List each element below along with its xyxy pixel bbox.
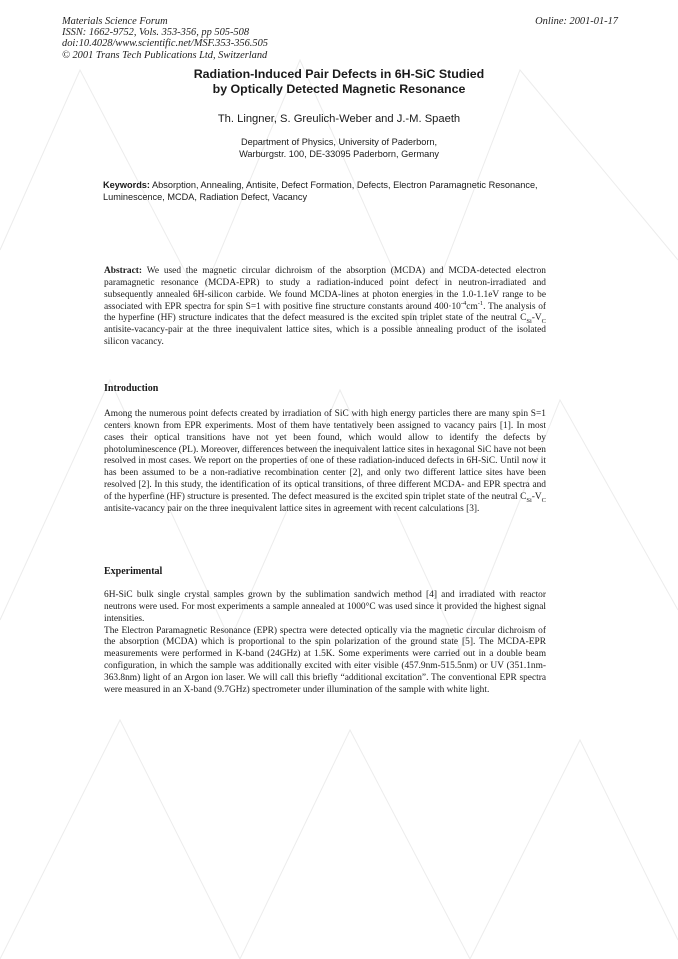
doi-line: doi:10.4028/www.scientific.net/MSF.353-356.505: [62, 38, 268, 50]
abstract-text: antisite-vacancy-pair at the three inequivalent lattice sites, which is a possible annealing product of the isolated silicon vacancy.: [104, 325, 546, 348]
affiliation: [90, 137, 588, 160]
abstract-text: -V: [531, 313, 542, 324]
introduction-body: [104, 409, 546, 516]
abstract-text: cm: [466, 301, 478, 312]
paper-title: [90, 67, 588, 97]
abstract-text: . The analysis of the hyperfine (HF) structure indicates that the defect measured is the excited spin triplet state of the neutral C: [104, 301, 547, 324]
online-date: Online: 2001-01-17: [535, 16, 618, 27]
subscript: C: [541, 496, 546, 504]
experimental-paragraph: The Electron Paramagnetic Resonance (EPR) spectra were detected optically via the magnetic circular dichroism of the absorption (MCDA) which is proportional to the spin polarization of the ground state [5]. The MCDA-EPR measurements were performed in K-band (24GHz) at 1.5K. Some experiments were carried out in a double beam configuration, in which the sample was additionally excited with eiter visible (457.9nm-515.5nm) or UV (351.1nm-363.8nm) light of an Argon ion laser. We will call this briefly “additional excitation”. The conventional EPR spectra were measured in an X-band (9.7GHz) spectrometer under illumination of the sample with white light.: [104, 625, 546, 695]
subscript: Si: [526, 496, 532, 504]
title-line: by Optically Detected Magnetic Resonance: [212, 82, 466, 96]
subscript: C: [541, 318, 546, 326]
experimental-paragraph: 6H-SiC bulk single crystal samples grown by the sublimation sandwich method [4] and irradiated with reactor neutrons were used. For most experiments a sample annealed at 1000°C was used since it provided the highest signal intensities.: [104, 590, 546, 624]
keywords-label: Keywords:: [103, 180, 150, 190]
abstract-text: We used the magnetic circular dichroism of the absorption (MCDA) and MCDA-detected electron paramagnetic resonance (MCDA-EPR) to study a radiation-induced point defect in neutron-irradiated and subsequently annealed 6H-silicon carbide. We found MCDA-lines at photon energies in the 1.0-1.1eV range to be associated with EPR spectra for spin S=1 with positive fine structure constants around 400·10: [104, 266, 546, 312]
introduction-heading: Introduction: [104, 383, 159, 394]
abstract: [104, 266, 546, 349]
introduction-text: antisite-vacancy pair on the three inequivalent lattice sites in agreement with recent calculations [3].: [104, 503, 480, 514]
keywords: [103, 180, 543, 203]
authors: Th. Lingner, S. Greulich-Weber and J.-M. Spaeth: [217, 113, 461, 125]
issn-line: ISSN: 1662-9752, Vols. 353-356, pp 505-508: [62, 27, 250, 39]
subscript: Si: [526, 318, 532, 326]
affiliation-line: Warburgstr. 100, DE-33095 Paderborn, Germany: [239, 148, 439, 159]
superscript: -1: [477, 299, 484, 307]
copyright-line: © 2001 Trans Tech Publications Ltd, Switzerland: [62, 49, 268, 61]
journal-header: [62, 16, 268, 61]
keywords-text: Absorption, Annealing, Antisite, Defect Formation, Defects, Electron Paramagnetic Resonance, Luminescence, MCDA, Radiation Defect, Vacancy: [103, 180, 538, 202]
introduction-text: -V: [531, 491, 542, 502]
title-line: Radiation-Induced Pair Defects in 6H-SiC Studied: [193, 67, 485, 81]
journal-name: Materials Science Forum: [62, 16, 168, 27]
affiliation-line: Department of Physics, University of Paderborn,: [240, 137, 438, 147]
introduction-text: Among the numerous point defects created by irradiation of SiC with high energy particles there are many spin S=1 centers known from EPR experiments. Most of them have tentatively been assigned to vacancy pairs [1]. In most cases their optical transitions have not yet been found, which would allow to identify the defects by photoluminescence (PL). Moreover, differences between the inequivalent lattice sites in hexagonal SiC have not been resolved in most cases. We report on the properties of one of these radiation-induced defects in 6H-SiC. Until now it has been assumed to be a non-radiative recombination center [2], and only two different lattice sites have been resolved [2]. In this study, the identification of its optical transitions, of three different MCDA- and EPR spectra and of the hyperfine (HF) structure is presented. The defect measured is the excited spin triplet state of the neutral C: [104, 409, 546, 502]
experimental-heading: Experimental: [104, 566, 163, 577]
abstract-label: Abstract:: [104, 266, 143, 276]
experimental-body: [104, 590, 546, 697]
superscript: -4: [460, 299, 467, 307]
